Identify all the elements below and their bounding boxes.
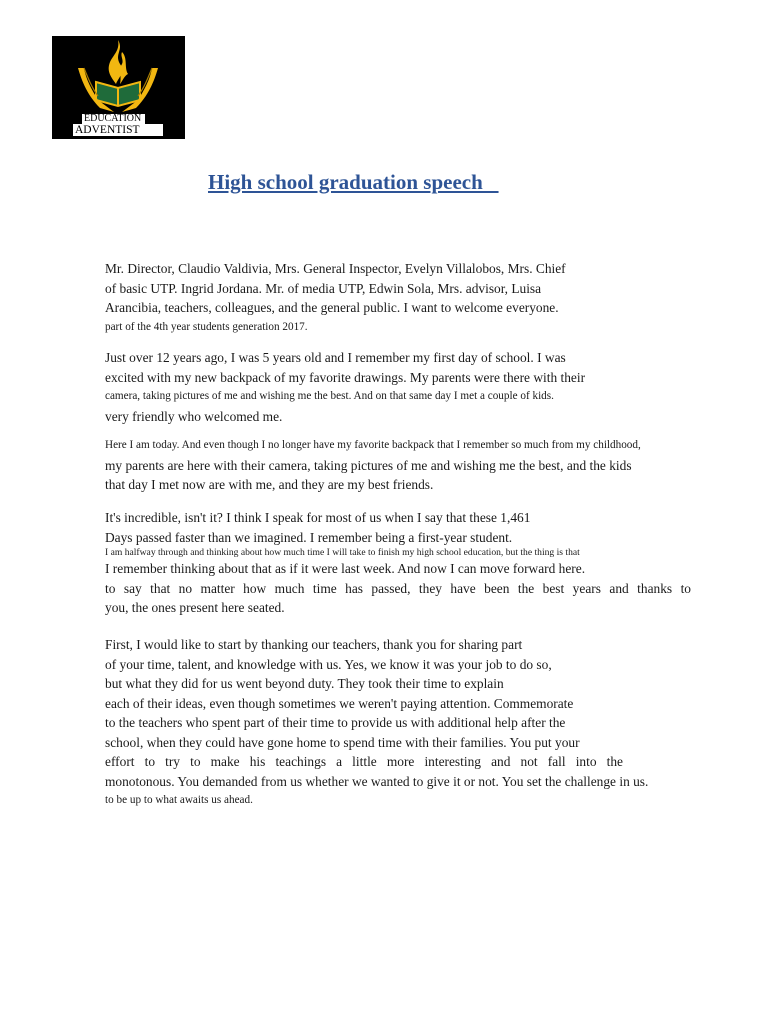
paragraph-incredible bbox=[105, 508, 691, 618]
text-line: to be up to what awaits us ahead. bbox=[105, 794, 253, 806]
text-line: school, when they could have gone home to spend time with their families. You put your bbox=[105, 734, 580, 750]
text-line: very friendly who welcomed me. bbox=[105, 408, 283, 424]
text-line: camera, taking pictures of me and wishing me the best. And on that same day I met a couple of kids. bbox=[105, 390, 554, 402]
paragraph-teachers bbox=[105, 635, 691, 811]
text-line: but what they did for us went beyond duty. They took their time to explain bbox=[105, 676, 504, 691]
paragraph-first-day bbox=[105, 348, 691, 426]
text-line: It's incredible, isn't it? I think I speak for most of us when I say that these 1,461 bbox=[105, 510, 531, 525]
flame-book-hands-icon bbox=[74, 38, 164, 116]
speech-title: High school graduation speech bbox=[208, 170, 499, 194]
text-line: Arancibia, teachers, colleagues, and the general public. I want to welcome everyone. bbox=[105, 300, 559, 315]
text-line: of basic UTP. Ingrid Jordana. Mr. of media UTP, Edwin Sola, Mrs. advisor, Luisa bbox=[105, 280, 542, 296]
text-line: Mr. Director, Claudio Valdivia, Mrs. General Inspector, Evelyn Villalobos, Mrs. Chief bbox=[105, 261, 566, 276]
logo-label-education: EDUCATION bbox=[82, 114, 145, 124]
text-line: First, I would like to start by thanking our teachers, thank you for sharing part bbox=[105, 637, 523, 652]
paragraph-today bbox=[105, 436, 691, 495]
text-line: my parents are here with their camera, taking pictures of me and wishing me the best, and the kids bbox=[105, 457, 632, 473]
text-line: effort to try to make his teachings a little more interesting and not fall into the bbox=[105, 754, 623, 769]
text-line: excited with my new backpack of my favorite drawings. My parents were there with their bbox=[105, 369, 586, 385]
text-line: Days passed faster than we imagined. I remember being a first-year student. bbox=[105, 529, 513, 545]
text-line: Here I am today. And even though I no longer have my favorite backpack that I remember so much from my childhood, bbox=[105, 439, 641, 451]
text-line: you, the ones present here seated. bbox=[105, 600, 285, 615]
text-line: Just over 12 years ago, I was 5 years old and I remember my first day of school. I was bbox=[105, 350, 566, 365]
text-line: that day I met now are with me, and they are my best friends. bbox=[105, 477, 434, 492]
text-line: of your time, talent, and knowledge with us. Yes, we know it was your job to do so, bbox=[105, 656, 552, 672]
paragraph-greeting bbox=[105, 259, 691, 337]
text-line: to the teachers who spent part of their time to provide us with additional help after the bbox=[105, 715, 566, 730]
logo-label-adventist: ADVENTIST bbox=[73, 124, 163, 136]
text-line: each of their ideas, even though sometimes we weren't paying attention. Commemorate bbox=[105, 695, 574, 711]
text-line: to say that no matter how much time has passed, they have been the best years and thanks to bbox=[105, 580, 691, 596]
text-line: monotonous. You demanded from us whether we wanted to give it or not. You set the challenge in us. bbox=[105, 773, 649, 789]
text-line: I am halfway through and thinking about how much time I will take to finish my high school education, but the thing is that bbox=[105, 547, 580, 558]
text-line: part of the 4th year students generation 2017. bbox=[105, 320, 308, 333]
adventist-education-logo bbox=[52, 36, 185, 139]
text-line: I remember thinking about that as if it were last week. And now I can move forward here. bbox=[105, 561, 586, 576]
